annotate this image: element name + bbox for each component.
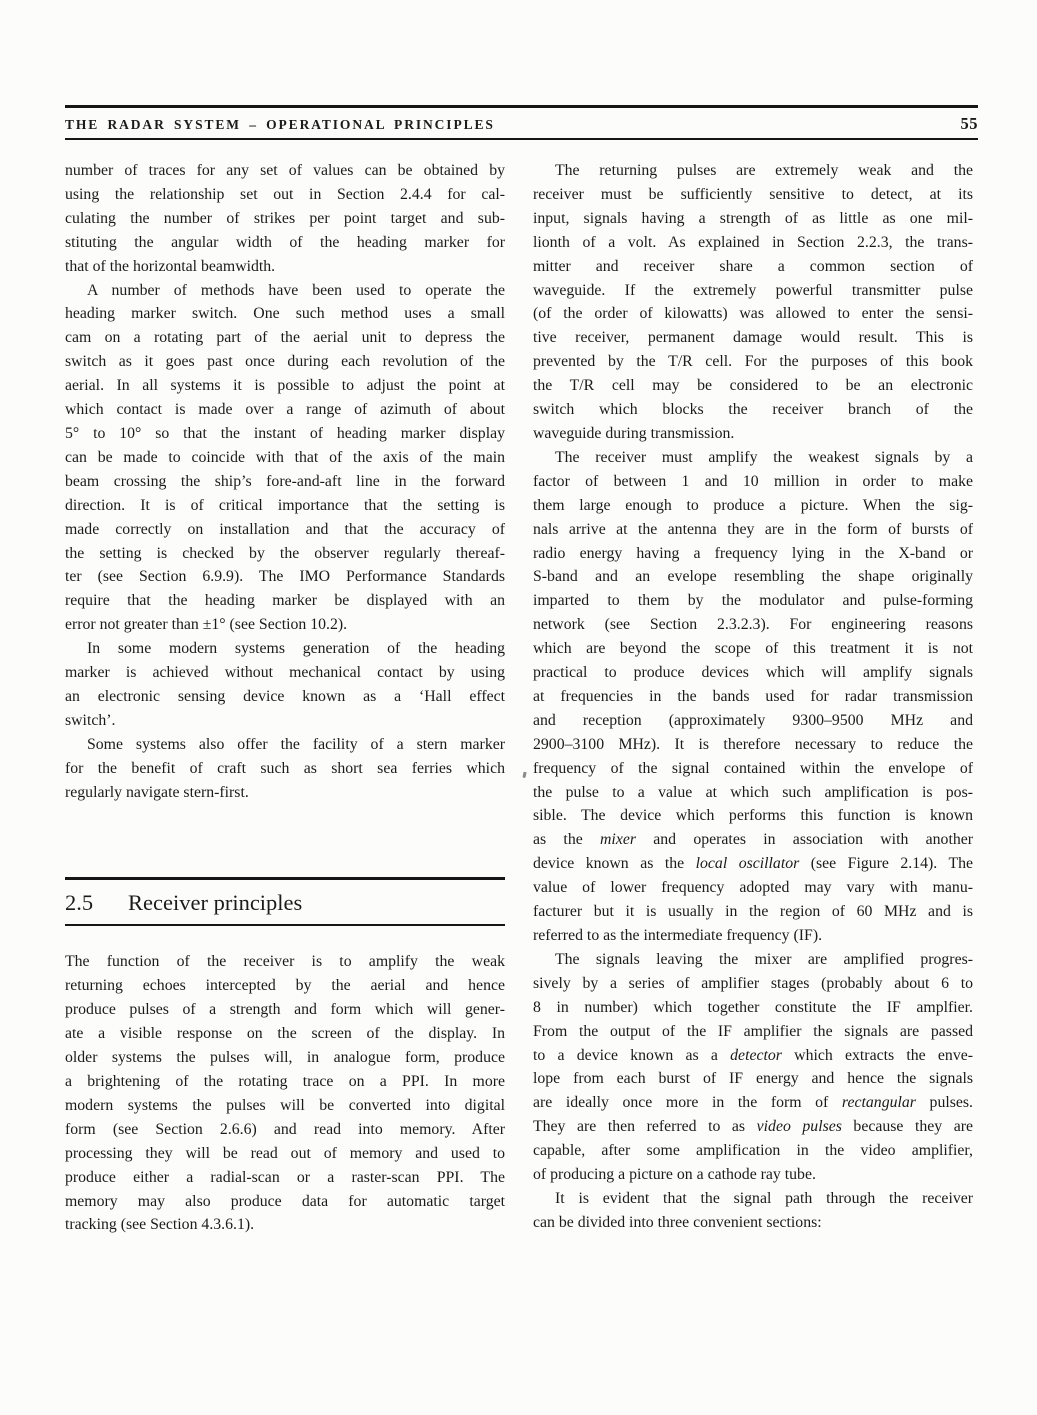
text-line: switch as it goes past once during each revolution of the <box>65 353 505 371</box>
text-line: From the output of the IF amplifier the signals are passed <box>533 1022 973 1040</box>
text-line: network (see Section 2.3.2.3). For engineering reasons <box>533 616 973 634</box>
text-line: ter (see Section 6.9.9). The IMO Performance Standards <box>65 568 505 586</box>
paragraph <box>65 637 505 733</box>
paragraph <box>65 950 505 1237</box>
running-title: THE RADAR SYSTEM – OPERATIONAL PRINCIPLES <box>65 117 495 132</box>
text-line: In some modern systems generation of the heading <box>87 640 505 658</box>
text-line: produce either a radial-scan or a raster-scan PPI. The <box>65 1168 505 1186</box>
text-line: memory may also produce data for automatic target <box>65 1192 505 1210</box>
left-column <box>65 159 505 1237</box>
text-line: sible. The device which performs this function is known <box>533 807 973 825</box>
text-line: beam crossing the ship’s fore-and-aft line in the forward <box>65 472 505 490</box>
text-line: receiver must be sufficiently sensitive to detect, at its <box>533 185 973 203</box>
text-line: capable, after some amplification in the video amplifier, <box>533 1142 973 1160</box>
text-line: referred to as the intermediate frequency (IF). <box>533 927 823 944</box>
text-line: cam on a rotating part of the aerial unit to depress the <box>65 329 505 347</box>
paragraph <box>65 159 505 279</box>
text-line: radio energy having a frequency lying in the X-band or <box>533 544 973 562</box>
text-line: The returning pulses are extremely weak and the <box>555 162 973 179</box>
text-line: produce pulses of a strength and form which will gener- <box>65 1001 505 1019</box>
text-line: A number of methods have been used to operate the <box>87 281 505 299</box>
text-line: ate a visible response on the screen of the display. In <box>65 1025 505 1043</box>
right-column <box>533 159 973 1235</box>
text-line: the setting is checked by the observer regularly thereaf- <box>65 544 505 562</box>
text-line: to a device known as a detector which extracts the enve- <box>533 1046 973 1064</box>
text-line: them large enough to produce a picture. When the sig- <box>533 496 973 514</box>
text-line: as the mixer and operates in association with another <box>533 831 974 849</box>
text-line: 8 in number) which together constitute the IF amplfier. <box>533 998 973 1016</box>
text-line: They are then referred to as video pulses because they are <box>533 1118 973 1136</box>
text-line: heading marker switch. One such method uses a small <box>65 305 505 323</box>
text-line: Some systems also offer the facility of a stern marker <box>87 735 505 753</box>
text-line: for the benefit of craft such as short sea ferries which <box>65 759 505 777</box>
text-line: mitter and receiver share a common section of <box>533 257 973 275</box>
text-line: It is evident that the signal path through the receiver <box>555 1189 973 1207</box>
section-number: 2.5 <box>65 890 94 916</box>
text-line: a brightening of the rotating trace on a PPI. In more <box>65 1073 505 1090</box>
text-line: made correctly on installation and that the accuracy of <box>65 520 505 538</box>
text-line: require that the heading marker be displayed with an <box>65 592 505 610</box>
text-line: switch which blocks the receiver branch of the <box>533 401 973 419</box>
text-line: frequency of the signal contained within the envelope of <box>533 759 973 777</box>
text-line: returning echoes intercepted by the aerial and hence <box>65 977 505 995</box>
text-line: waveguide during transmission. <box>533 424 735 442</box>
text-line: facturer but it is usually in the region of 60 MHz and is <box>533 903 973 921</box>
italic-term: detector <box>730 1046 782 1064</box>
text-line: of producing a picture on a cathode ray tube. <box>533 1166 816 1184</box>
text-line: that of the horizontal beamwidth. <box>65 257 276 275</box>
text-line: lope from each burst of IF energy and hence the signals <box>533 1070 973 1088</box>
text-line: the pulse to a value at which such amplification is pos- <box>533 783 973 801</box>
text-line: tive receiver, permanent damage would result. This is <box>533 329 973 347</box>
text-line: direction. It is of critical importance that the setting is <box>65 496 505 514</box>
text-line: can be made to coincide with that of the axis of the main <box>65 448 505 466</box>
text-line: practical to produce devices which will amplify signals <box>533 664 973 682</box>
text-line: sively by a series of amplifier stages (probably about 6 to <box>533 974 973 992</box>
text-line: stituting the angular width of the heading marker for <box>65 233 505 251</box>
text-line: device known as the local oscillator (see Figure 2.14). The <box>533 855 974 873</box>
section-title: Receiver principles <box>128 890 303 916</box>
text-line: 2900–3100 MHz). It is therefore necessary to reduce the <box>533 735 973 753</box>
paragraph <box>533 159 973 446</box>
text-line: the T/R cell may be considered to be an electronic <box>533 377 973 395</box>
text-line: lionth of a volt. As explained in Section 2.2.3, the trans- <box>533 233 973 251</box>
text-line: regularly navigate stern-first. <box>65 783 249 801</box>
italic-term: mixer <box>600 831 636 849</box>
page-header <box>65 105 978 140</box>
text-line: processing they will be read out of memory and used to <box>65 1144 505 1162</box>
text-line: marker is achieved without mechanical contact by using <box>65 664 505 682</box>
text-line: (of the order of kilowatts) was allowed to enter the sensi- <box>533 305 973 323</box>
text-line: The receiver must amplify the weakest signals by a <box>555 448 973 466</box>
text-line: are ideally once more in the form of rectangular pulses. <box>533 1094 973 1112</box>
text-line: and reception (approximately 9300–9500 MHz and <box>533 711 973 729</box>
text-line: using the relationship set out in Section 2.4.4 for cal- <box>65 185 505 203</box>
italic-term: local oscillator <box>695 855 800 873</box>
text-line: tracking (see Section 4.3.6.1). <box>65 1216 255 1234</box>
paragraph <box>533 1187 973 1235</box>
text-line: an electronic sensing device known as a ‘Hall effect <box>65 687 505 705</box>
text-line: switch’. <box>65 711 116 729</box>
text-line: S-band and an evelope resembling the shape originally <box>533 568 973 586</box>
text-line: at frequencies in the bands used for radar transmission <box>533 687 973 705</box>
text-line: input, signals having a strength of as little as one mil- <box>533 209 973 227</box>
paragraph <box>65 279 505 638</box>
paragraph <box>65 733 505 805</box>
scan-speck-artifact <box>522 772 526 778</box>
text-line: can be divided into three convenient sections: <box>533 1213 822 1231</box>
text-line: which are beyond the scope of this treatment it is not <box>533 640 973 658</box>
text-line: error not greater than ±1° (see Section 10.2). <box>65 616 348 634</box>
italic-term: rectangular <box>841 1094 916 1112</box>
text-line: The function of the receiver is to amplify the weak <box>65 953 505 971</box>
text-line: form (see Section 2.6.6) and read into memory. After <box>65 1120 505 1138</box>
text-line: number of traces for any set of values can be obtained by <box>65 162 505 179</box>
italic-term: video pulses <box>756 1118 842 1136</box>
text-line: culating the number of strikes per point target and sub- <box>65 209 505 227</box>
text-line: aerial. In all systems it is possible to adjust the point at <box>65 377 505 395</box>
text-line: factor of between 1 and 10 million in order to make <box>533 472 973 490</box>
text-line: which contact is made over a range of azimuth of about <box>65 401 505 419</box>
page-number: 55 <box>960 114 978 133</box>
section-heading <box>65 877 505 926</box>
text-line: nals arrive at the antenna they are in the form of bursts of <box>533 520 973 538</box>
text-line: imparted to them by the modulator and pulse-forming <box>533 592 973 610</box>
text-line: The signals leaving the mixer are amplified progres- <box>555 950 973 968</box>
paragraph <box>533 446 973 948</box>
text-line: modern systems the pulses will be converted into digital <box>65 1096 505 1114</box>
text-line: 5° to 10° so that the instant of heading marker display <box>65 424 505 442</box>
text-line: older systems the pulses will, in analogue form, produce <box>65 1049 505 1067</box>
text-line: prevented by the T/R cell. For the purposes of this book <box>533 353 973 371</box>
paragraph <box>533 948 973 1187</box>
text-line: waveguide. If the extremely powerful transmitter pulse <box>533 281 973 299</box>
text-line: value of lower frequency adopted may vary with manu- <box>533 879 973 897</box>
